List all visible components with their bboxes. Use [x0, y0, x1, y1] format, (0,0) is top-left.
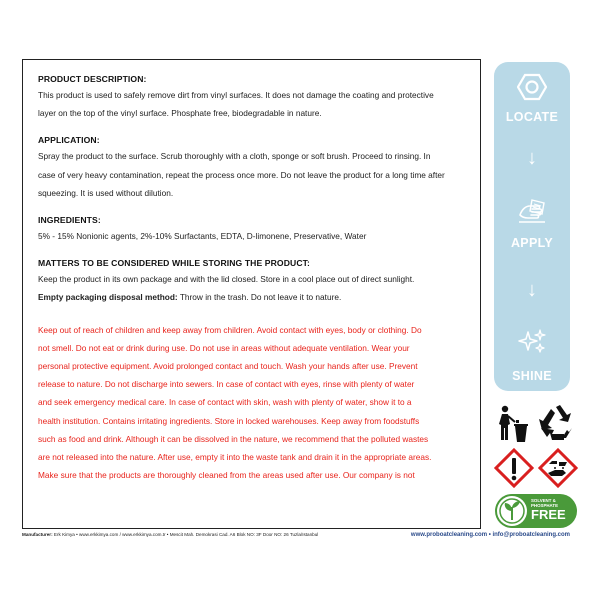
description-text	[38, 86, 470, 122]
manufacturer-text: Erk Kimya • www.erkkimya.com / www.erkkimya.com.tr • Mescit Mah. Demokrasi Cad. A6 Blok NO: 3F Door NO: 26 Tuzla/Istanbul	[52, 532, 319, 537]
safety-icons	[494, 400, 578, 530]
step-shine-label: SHINE	[512, 369, 552, 383]
warning-line: Keep out of reach of children and keep away from children. Avoid contact with eyes, body or clothing. Do	[38, 324, 422, 335]
step-locate	[494, 72, 570, 124]
ingredients-line: 5% - 15% Nonionic agents, 2%-10% Surfactants, EDTA, D-limonene, Preservative, Water	[38, 231, 367, 242]
application-line: case of very heavy contamination, repeat the process once more. Do not leave the product for a long time after	[38, 169, 445, 180]
warning-hazard-icon	[494, 448, 534, 488]
warning-line: not smell. Do not eat or drink during use. Do not use in areas without adequate ventilation. Wear your	[38, 342, 410, 353]
down-arrow-icon: ↓	[527, 147, 537, 169]
description-line: This product is used to safely remove dirt from vinyl surfaces. It does not damage the coating and protective	[38, 90, 434, 100]
warning-text	[38, 321, 470, 485]
storage-title: MATTERS TO BE CONSIDERED WHILE STORING THE PRODUCT:	[38, 258, 310, 269]
label-content	[38, 74, 470, 484]
nut-icon	[517, 72, 547, 102]
recycle-icon	[538, 404, 574, 442]
application-text	[38, 147, 470, 202]
product-label-panel	[22, 59, 481, 529]
warning-line: personal protective equipment. Avoid prolonged contact and touch. Wash your hands after use. Prevent	[38, 361, 418, 372]
contact-links[interactable]: www.proboatcleaning.com • info@proboatcleaning.com	[410, 532, 570, 538]
warning-line: and seek emergency medical care. In case of contact with skin, wash with plenty of water, show it to a	[38, 397, 412, 408]
solvent-phosphate-free-badge	[494, 493, 578, 529]
corrosive-hazard-icon	[538, 448, 578, 488]
warning-line: such as food and drink. Although it can be dissolved in the nature, we recommend that the polluted wastes	[38, 433, 429, 444]
warning-line: health institution. Contains irritating ingredients. Store in locked warehouses. Keep away from foodstuffs	[38, 415, 420, 426]
ingredients-title: INGREDIENTS:	[38, 215, 101, 226]
down-arrow-icon: ↓	[527, 279, 537, 301]
disposal-label: Empty packaging disposal method:	[38, 292, 178, 303]
storage-text	[38, 270, 470, 306]
storage-line: Keep the product in its own package and with the lid closed. Store in a cool place out of direct sunlight.	[38, 274, 415, 285]
description-title: PRODUCT DESCRIPTION:	[38, 74, 147, 84]
step-apply-label: APPLY	[510, 236, 554, 250]
step-shine	[494, 328, 570, 383]
manufacturer-info	[22, 532, 318, 537]
warning-line: Make sure that the products are thoroughly cleaned from the areas used after use. Our company is not	[38, 470, 415, 481]
warning-line: release to nature. Do not discharge into sewers. In case of contact with eyes, rinse with plenty of water	[38, 379, 415, 390]
manufacturer-label: Manufacturer:	[22, 532, 53, 537]
application-title: APPLICATION:	[38, 135, 100, 146]
sparkle-icon	[516, 328, 548, 356]
badge-line: SOLVENT &	[531, 498, 556, 503]
dispose-in-bin-icon	[496, 404, 532, 444]
description-line: layer on the top of the vinyl surface. Phosphate free, biodegradable in nature.	[38, 108, 322, 119]
step-locate-label: LOCATE	[505, 110, 559, 124]
application-line: Spray the product to the surface. Scrub thoroughly with a cloth, sponge or soft brush. Proceed to rinsing. In	[38, 151, 431, 162]
badge-line: PHOSPHATE	[531, 503, 558, 508]
usage-steps-panel	[494, 62, 570, 391]
badge-free-text: FREE	[531, 507, 566, 522]
step-apply	[494, 197, 570, 250]
ingredients-text	[38, 227, 470, 245]
hand-wipe-icon	[516, 197, 548, 227]
application-line: squeezing. It is used without dilution.	[38, 187, 174, 198]
disposal-text: Throw in the trash. Do not leave it to nature.	[177, 292, 342, 303]
warning-line: are not released into the nature. After use, empty it into the waste tank and drain it in the appropriate areas.	[38, 452, 432, 463]
disposal-line	[38, 288, 470, 306]
footer	[22, 532, 570, 542]
